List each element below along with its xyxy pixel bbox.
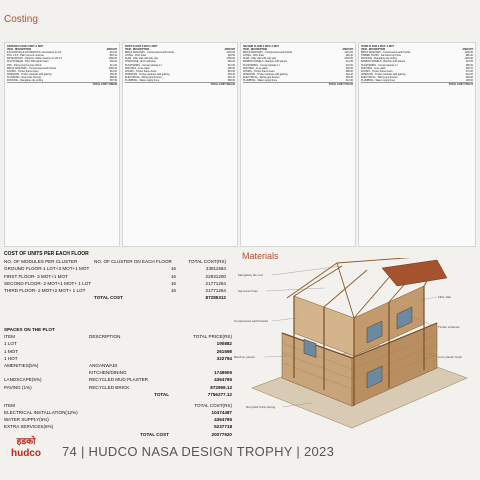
header-cell: ITEM [4, 334, 15, 340]
sheet-item-cell: PAINTING - Lime wash [243, 66, 268, 70]
hudco-logo [6, 434, 46, 460]
sheet-rows [361, 48, 473, 82]
sheet-amount-cell: 402.40 [345, 72, 353, 76]
sheet-amount-cell: 410.25 [345, 60, 353, 64]
callout-label: Compressed earth blocks [234, 319, 269, 323]
logo-brand-text: hudco [11, 448, 41, 459]
sheet-amount-cell: 1268.40 [108, 57, 117, 61]
sheet-item-cell: DOORS - Timber frame doors [243, 69, 275, 73]
cost-cell: 21771264 [205, 280, 226, 286]
sheet-item-cell: LINTEL - RCC lintel [243, 54, 264, 58]
sheet-item-cell: ITEM - DESCRIPTION [7, 48, 32, 52]
sheet-item-cell: BRICK MASONRY - Compressed earth blocks [361, 51, 411, 55]
table-row: LANDSCAPE(5%) RECYCLED MUD PLASTER 4364765 [4, 377, 232, 383]
sheet-header: SECOND FLOOR 2 MOT+1 MOT [243, 45, 279, 48]
spaces-table [4, 326, 232, 438]
spaces-title: SPACES ON THE PLOT [4, 327, 55, 332]
sheet-item-cell: DPC - Damp proof course 40mm [7, 63, 42, 67]
total-value: 20077920 [211, 431, 232, 437]
sheet-amount-cell: 932.00 [109, 60, 117, 64]
cluster-count-cell: 16 [170, 273, 176, 279]
sheet-item-cell: BAMBOO PANELS - Bamboo infill panels [243, 60, 287, 64]
sheet-item-cell: PLUMBING - Water supply lines [125, 79, 160, 83]
sheet-amount-cell: 195.00 [465, 79, 473, 83]
sheet-amount-cell: 845.10 [109, 54, 117, 58]
cost-sheet-1 [4, 42, 120, 247]
callout-label: Mangalore tile roof [238, 273, 263, 277]
table-row: PAVING (1%) RECYCLED BRICK 872959.12 [4, 384, 232, 390]
sheet-amount-cell: AMOUNT [224, 48, 235, 52]
sheet-total: TOTAL COST 5709.72 [361, 82, 473, 86]
sheet-item-cell: BRICK MASONRY - Compressed earth blocks [125, 51, 175, 55]
sheet-amount-cell: 980.40 [465, 54, 473, 58]
table-row [4, 280, 226, 287]
callout-label: Lime plaster finish [438, 355, 463, 359]
sheet-item-cell: PCC 1:4:8 - Plain cement concrete [7, 54, 44, 58]
sheet-item-cell: SLAB - Filler slab with clay pots [125, 57, 159, 61]
table-row [4, 287, 226, 294]
sheet-item-cell: WINDOWS - Timber windows with glazing [243, 72, 288, 76]
sheet-item-cell: EXCAVATION & FOUNDATION - Excavation in soil [7, 51, 62, 55]
sheet-amount-cell: 312.00 [109, 51, 117, 55]
floor-cell: SECOND FLOOR- 2 MOT+1 MOT+ 1 LOT [4, 280, 92, 286]
table-row [4, 273, 226, 280]
cluster-count-cell: 16 [170, 266, 176, 272]
sheet-amount-cell: 1210.00 [344, 51, 353, 55]
total-label: TOTAL COST [94, 295, 123, 301]
cluster-count-cell: 16 [170, 280, 176, 286]
callout-label: Sal wood truss [238, 289, 258, 293]
total-row [4, 391, 232, 398]
table-row: ELECTRICAL INSTALLATION(12%) 10474487 [4, 410, 232, 416]
sheet-amount-cell: 230.00 [345, 66, 353, 70]
cost-sheet-3 [240, 42, 356, 247]
sheet-item-cell: ITEM - DESCRIPTION [243, 48, 268, 52]
cluster-count-cell: 16 [170, 288, 176, 294]
sheet-amount-cell: 368.00 [227, 79, 235, 83]
sheet-rows [125, 48, 235, 82]
sheet-amount-cell: 1780.00 [226, 57, 235, 61]
callout-label: Recycled brick paving [246, 405, 276, 409]
sheet-item-cell: PLASTERING - Cement plaster 1:4 [125, 63, 163, 67]
total-label: TOTAL COST [140, 431, 169, 437]
header-cell: TOTAL PRICE(RS) [193, 334, 232, 340]
sheet-item-cell: ELECTRICAL - Wiring and fixtures [243, 75, 280, 79]
sheet-item-cell: TIMBER TRUSS - Sal wood roof truss [361, 54, 402, 58]
sheet-item-cell: FLOORING - Red oxide flooring [7, 75, 41, 79]
sheet-item-cell: PLUMBING - Water supply lines [243, 79, 278, 83]
table-row: EXTRA SERVICES(6%) 5237718 [4, 424, 232, 430]
table-row: AMENITIES(5%) ANGANWADI [4, 362, 118, 368]
floor-cell: GROUND FLOOR-1 LOT+3 MOT+1 MOT [4, 266, 90, 272]
cost-cell: 22931200 [205, 273, 226, 279]
sheet-item-cell: ROOFING - Mangalore tile roofing [361, 57, 398, 61]
sheet-item-cell: ELECTRICAL - Wiring and fixtures [125, 75, 162, 79]
sheet-amount-cell: 280.40 [345, 54, 353, 58]
header-cell: NO. OF CLUSTER ON EACH FLOOR [94, 259, 172, 264]
sheet-amount-cell: 610.00 [109, 69, 117, 73]
sheet-amount-cell: 388.90 [109, 75, 117, 79]
sheet-amount-cell: 1432.00 [226, 51, 235, 55]
sheet-amount-cell: 455.40 [227, 72, 235, 76]
sheet-item-cell: ELECTRICAL - Wiring and fixtures [361, 75, 398, 79]
sheet-amount-cell: 1502.00 [344, 57, 353, 61]
sheet-amount-cell: 470.00 [345, 63, 353, 67]
materials-axonometric-illustration [232, 258, 480, 436]
sheet-item-cell: DOORS - Timber frame doors [361, 69, 393, 73]
sheet-amount-cell: 488.00 [345, 69, 353, 73]
sheet-item-cell: SLAB - Filler slab with clay pots [243, 57, 277, 61]
total-row [4, 294, 226, 301]
sheet-amount-cell: 540.00 [227, 69, 235, 73]
sheet-item-cell: DOORS - Timber frame doors [7, 69, 39, 73]
sheet-amount-cell: 318.50 [227, 54, 235, 58]
table-row [4, 265, 226, 272]
header-cell: DESCRIPTION [89, 334, 121, 340]
sheet-item-cell: WINDOWS - Timber windows with glazing [7, 72, 52, 76]
sheet-amount-cell: 455.40 [109, 72, 117, 76]
sheet-header: FIRST FLOOR 3 MOT+1 MOT [125, 45, 158, 48]
table-row: KITCHEN/DINING 1749906 [89, 370, 232, 376]
sheet-amount-cell: 312.00 [345, 79, 353, 83]
floor-cell: FIRST FLOOR- 3 MOT+1 MOT [4, 273, 68, 279]
sheet-item-cell: STAIRCASE - RCC staircase [125, 60, 156, 64]
table-row: 1 MOT 261598 [4, 348, 232, 354]
services-header-row [4, 402, 232, 409]
callout-label: Timber windows [438, 325, 460, 329]
sheet-amount-cell: 640.20 [227, 60, 235, 64]
sheet-item-cell: PLINTH BEAM - RCC M20 plinth beam [7, 60, 49, 64]
sheet-item-cell: PLASTERING - Cement plaster 1:4 [361, 63, 399, 67]
sheet-header: THIRD FLOOR 2 MOT+1 MOT [361, 45, 395, 48]
sheet-header: GROUND FLOOR 3 MOT+1 MOT [7, 45, 44, 48]
sheet-amount-cell: 1120.00 [464, 57, 473, 61]
sheet-total: TOTAL COST 6931.20 [125, 82, 235, 86]
sheet-amount-cell: 260.00 [465, 75, 473, 79]
sheet-amount-cell: 410.25 [465, 60, 473, 64]
page-footer: 74 | HUDCO NASA DESIGN TROPHY | 2023 [62, 444, 335, 459]
callout-label: Bamboo panels [234, 355, 255, 359]
unit-cost-header-row [4, 258, 226, 265]
cost-cell: 21771264 [205, 288, 226, 294]
logo-hindi-text: हडको [16, 437, 36, 447]
sheet-item-cell: PAINTING - Lime wash [361, 66, 386, 70]
table-row: 1 LOT 190882 [4, 341, 232, 347]
table-row: WATER SUPPLY(5%) 4364765 [4, 417, 232, 423]
spaces-header-row [4, 333, 232, 340]
sheet-item-cell: LINTEL - RCC lintel [125, 54, 146, 58]
sheet-item-cell: BRICK MASONRY - Compressed earth blocks [7, 66, 57, 70]
unit-cost-title: COST OF UNITS PER EACH FLOOR [4, 251, 89, 257]
sheet-item-cell: PLUMBING - Water supply lines [361, 79, 396, 83]
total-value: 87285312 [205, 295, 226, 301]
sheet-amount-cell: AMOUNT [342, 48, 353, 52]
callout-label: Filler slab [438, 295, 451, 299]
sheet-amount-cell: 455.00 [465, 63, 473, 67]
materials-title: Materials [242, 251, 279, 261]
floor-cell: THIRD FLOOR- 2 MOT+2 MOT+ 1 LOT [4, 288, 86, 294]
sheet-item-cell: PAINTING - Lime wash [125, 66, 150, 70]
sheet-total: TOTAL COST 5710.05 [243, 82, 353, 86]
sheet-item-cell: DOORS - Timber frame doors [125, 69, 157, 73]
sheet-item-cell: PLASTERING - Cement plaster 1:4 [243, 63, 281, 67]
sheet-amount-cell: 807.39 [109, 79, 117, 83]
sheet-amount-cell: 1655.20 [108, 66, 117, 70]
cost-sheet-2 [122, 42, 238, 247]
header-cell: NO. OF MODULES PER CLUSTER [4, 259, 78, 264]
sheet-rows [7, 48, 117, 82]
sheet-amount-cell: 265.00 [227, 66, 235, 70]
sheet-amount-cell: AMOUNT [462, 48, 473, 52]
sheet-item-cell: BAMBOO PANELS - Bamboo infill panels [361, 60, 405, 64]
total-label: TOTAL [154, 391, 169, 397]
cost-sheet-4 [358, 42, 476, 247]
sheet-amount-cell: 405.00 [345, 75, 353, 79]
total-value: 7756277.12 [207, 391, 232, 397]
sheet-amount-cell: 620.10 [227, 75, 235, 79]
sheet-rows [243, 48, 353, 82]
sheet-amount-cell: 1190.00 [464, 51, 473, 55]
sheet-total: TOTAL COST 7488.69 [7, 82, 117, 86]
table-row: 1 HOT 322794 [4, 355, 232, 361]
header-cell: TOTAL COST(RS) [188, 259, 226, 264]
sheet-amount-cell: AMOUNT [106, 48, 117, 52]
sheet-item-cell: ROOFING - Mangalore tile roofing [7, 79, 44, 83]
sheet-amount-cell: 228.07 [465, 66, 473, 70]
cost-cell: 23811584 [205, 266, 226, 272]
sheet-amount-cell: 214.30 [109, 63, 117, 67]
sheet-amount-cell: 512.00 [227, 63, 235, 67]
sheet-amount-cell: 470.00 [465, 69, 473, 73]
header-cell: TOTAL COST(RS) [194, 402, 232, 408]
sheet-item-cell: ITEM - DESCRIPTION [361, 48, 386, 52]
unit-cost-table [4, 250, 226, 302]
sheet-item-cell: RR MASONRY - Random rubble masonry in CM 1:6 [7, 57, 63, 61]
sheet-item-cell: ITEM - DESCRIPTION [125, 48, 150, 52]
sheet-amount-cell: 401.00 [465, 72, 473, 76]
sheet-item-cell: WINDOWS - Timber windows with glazing [361, 72, 406, 76]
header-cell: ITEM [4, 402, 15, 408]
sheet-item-cell: WINDOWS - Timber windows with glazing [125, 72, 170, 76]
sheet-item-cell: BRICK MASONRY - Compressed earth blocks [243, 51, 293, 55]
page-title: Costing [4, 14, 38, 25]
